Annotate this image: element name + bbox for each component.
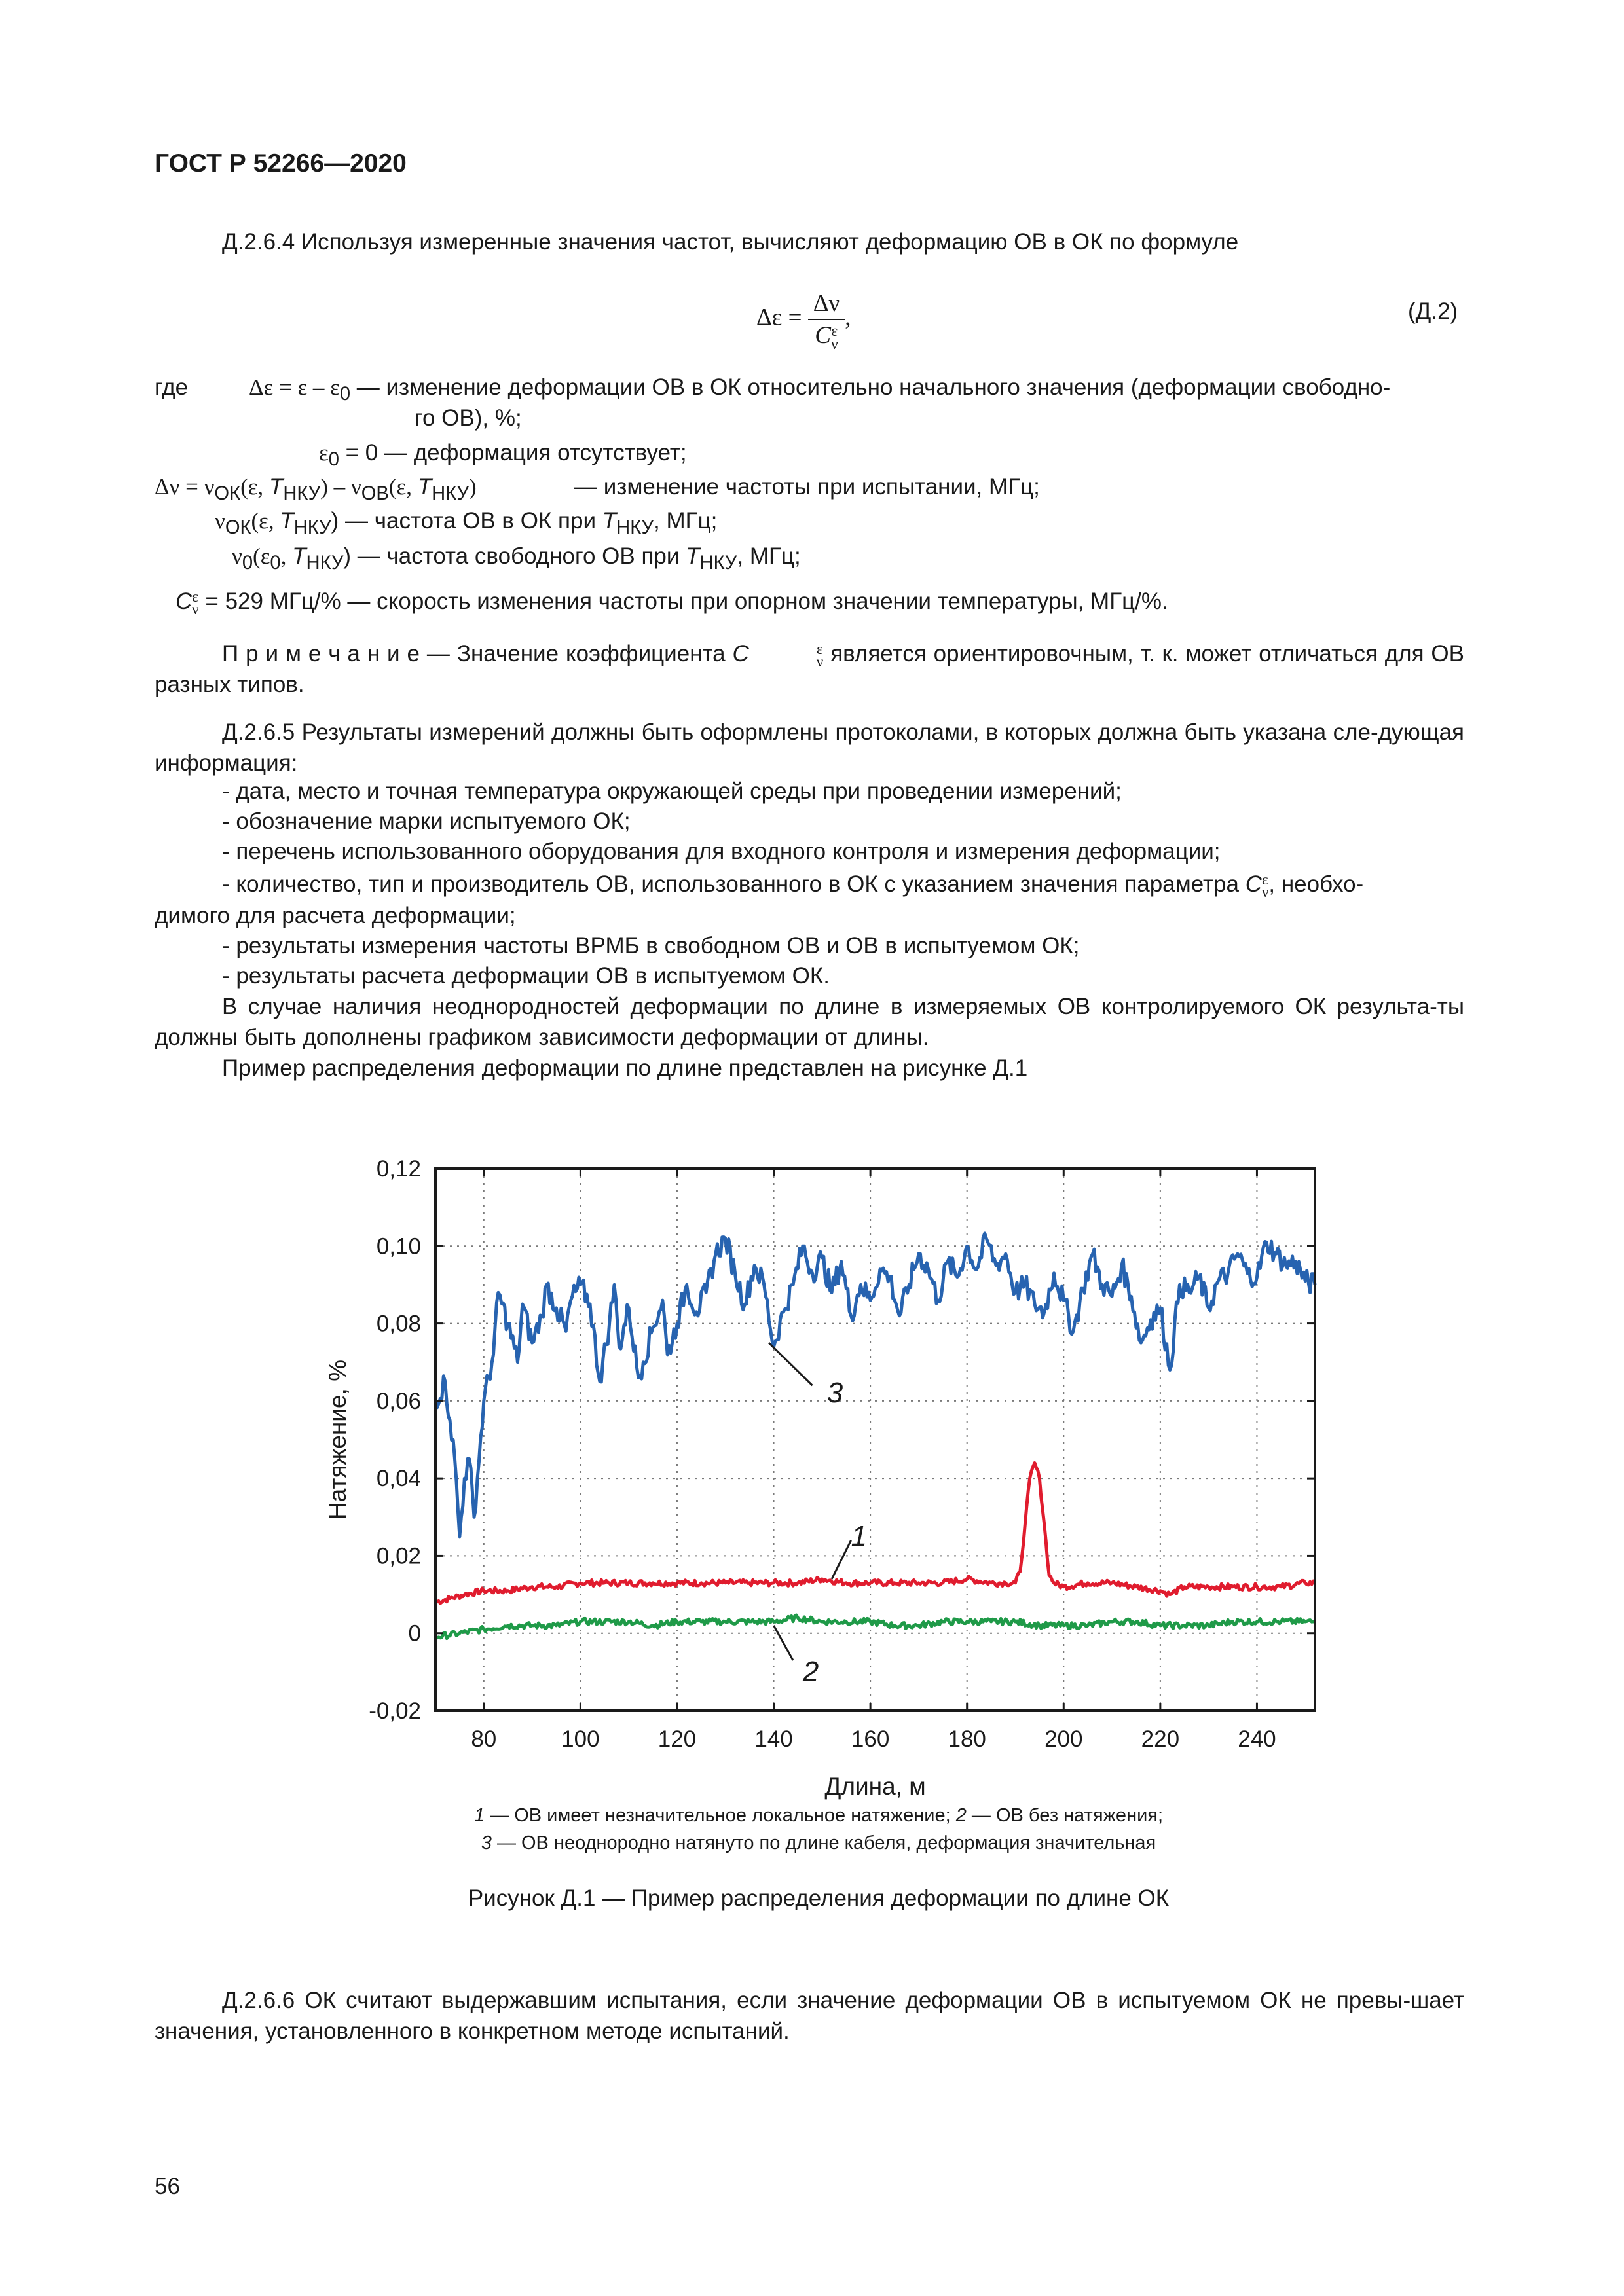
y-tick-label: 0,04 (376, 1466, 421, 1492)
list-item: - результаты измерения частоты ВРМБ в свободном ОВ и ОВ в испытуемом ОК; (222, 933, 1080, 958)
list-item: - результаты расчета деформации ОВ в испытуемом ОК. (222, 963, 830, 989)
formula-lhs: Δε = (756, 304, 802, 331)
legend-line-2: 3 — ОВ неоднородно натянуто по длине кабеля, деформация значительная (481, 1832, 1156, 1853)
x-tick-label: 240 (1238, 1726, 1276, 1752)
x-tick-label: 200 (1044, 1726, 1083, 1752)
y-tick-label: 0,12 (376, 1156, 421, 1182)
where-delta-eps: $\Delta\varepsilon = \varepsilon - \varepsilon_0$ — изменение деформации ОВ в ОК относительно начального значения (деформации свободно- (249, 374, 1391, 405)
paragraph-inhomogeneity: В случае наличия неоднородностей деформации по длине в измеряемых ОВ контролируемого ОК результа-ты должны быть дополнены графиком зависимости деформации от длины. (155, 994, 1464, 1050)
x-tick-label: 160 (851, 1726, 890, 1752)
where-c-nu: C ε ν = 529 МГц/% — скорость изменения частоты при опорном значении температуры, МГц/%. (175, 588, 1168, 617)
note: П р и м е ч а н и е — Значение коэффициента C ε ν является ориентировочным, т. к. может отличаться для ОВ разных типов. (155, 640, 1465, 697)
x-axis-label: Длина, м (824, 1773, 926, 1800)
formula-number: (Д.2) (1408, 299, 1458, 324)
annotation-label-1: 1 (851, 1520, 868, 1552)
x-tick-label: 140 (754, 1726, 793, 1752)
paragraph-d265: Д.2.6.5 Результаты измерений должны быть оформлены протоколами, в которых должна быть указана сле-дующая информация: (155, 720, 1464, 776)
list-item: - дата, место и точная температура окружающей среды при проведении измерений; (222, 778, 1122, 804)
figure-legend (196, 1802, 1441, 1857)
where-eps0: $\varepsilon_0 = 0$ — деформация отсутствует; (319, 440, 687, 470)
plot-frame (435, 1169, 1315, 1711)
x-tick-label: 80 (471, 1726, 497, 1752)
paragraph-example: Пример распределения деформации по длине представлен на рисунке Д.1 (222, 1055, 1028, 1081)
y-tick-label: 0,06 (376, 1388, 421, 1414)
y-tick-label: 0,02 (376, 1543, 421, 1569)
y-tick-label: -0,02 (369, 1698, 421, 1724)
figure-caption: Рисунок Д.1 — Пример распределения деформации по длине ОК (468, 1886, 1170, 1911)
annotation-label-2: 2 (802, 1655, 819, 1688)
annotation-label-3: 3 (826, 1377, 843, 1410)
legend-line-1: 1 — ОВ имеет незначительное локальное натяжение; 2 — ОВ без натяжения; (473, 1805, 1164, 1826)
formula-numerator: Δν (808, 288, 845, 320)
formula-denominator: C ε ν (815, 322, 838, 353)
paragraph-d266: Д.2.6.6 ОК считают выдержавшим испытания, если значение деформации ОВ в испытуемом ОК не превы-шает значения, установленного в конкретном методе испытаний. (155, 1988, 1464, 2044)
series-2-line (435, 1615, 1315, 1639)
where-nu-0: $\nu_0(\varepsilon_0$, $T_{НКУ}$) — частота свободного ОВ при $T_{НКУ}$, МГц; (232, 543, 801, 574)
x-tick-label: 100 (561, 1726, 600, 1752)
where-delta-nu: $\Delta\nu = \nu_{ОК}(\varepsilon$, $T_{НКУ}) - \nu_{ОВ}(\varepsilon$, $T_{НКУ}$) (155, 474, 477, 504)
where-delta-nu-desc: — изменение частоты при испытании, МГц; (574, 474, 1040, 500)
where-nu-ok: $\nu_{ОК}(\varepsilon$, $T_{НКУ}$) — частота ОВ в ОК при $T_{НКУ}$, МГц; (215, 508, 718, 538)
where-label: где (155, 374, 189, 400)
formula-d2: Δε = Δν C ε ν , (756, 288, 851, 351)
annotation-leader-2 (774, 1626, 794, 1660)
y-tick-label: 0,08 (376, 1311, 421, 1337)
x-tick-label: 220 (1141, 1726, 1180, 1752)
x-tick-label: 180 (948, 1726, 986, 1752)
annotation-leader-3 (769, 1343, 812, 1385)
list-item-4-cont: димого для расчета деформации; (155, 903, 516, 928)
y-axis-label: Натяжение, % (324, 1360, 351, 1520)
paragraph-d264: Д.2.6.4 Используя измеренные значения частот, вычисляют деформацию ОВ в ОК по формуле (222, 229, 1239, 255)
x-tick-label: 120 (657, 1726, 697, 1752)
where-delta-eps-cont: го ОВ), %; (415, 405, 522, 431)
y-tick-label: 0,10 (376, 1233, 421, 1260)
list-item-4: - количество, тип и производитель ОВ, использованного в ОК с указанием значения параметра C ε ν , необхо- (222, 871, 1364, 900)
page-number: 56 (155, 2174, 180, 2199)
series-3-line (435, 1233, 1315, 1537)
document-header: ГОСТ Р 52266—2020 (155, 149, 407, 177)
annotation-leader-1 (832, 1540, 851, 1579)
series-1-line (435, 1463, 1315, 1604)
list-item: - обозначение марки испытуемого ОК; (222, 809, 631, 834)
list-item: - перечень использованного оборудования для входного контроля и измерения деформации; (222, 839, 1221, 864)
y-tick-label: 0 (408, 1620, 421, 1647)
